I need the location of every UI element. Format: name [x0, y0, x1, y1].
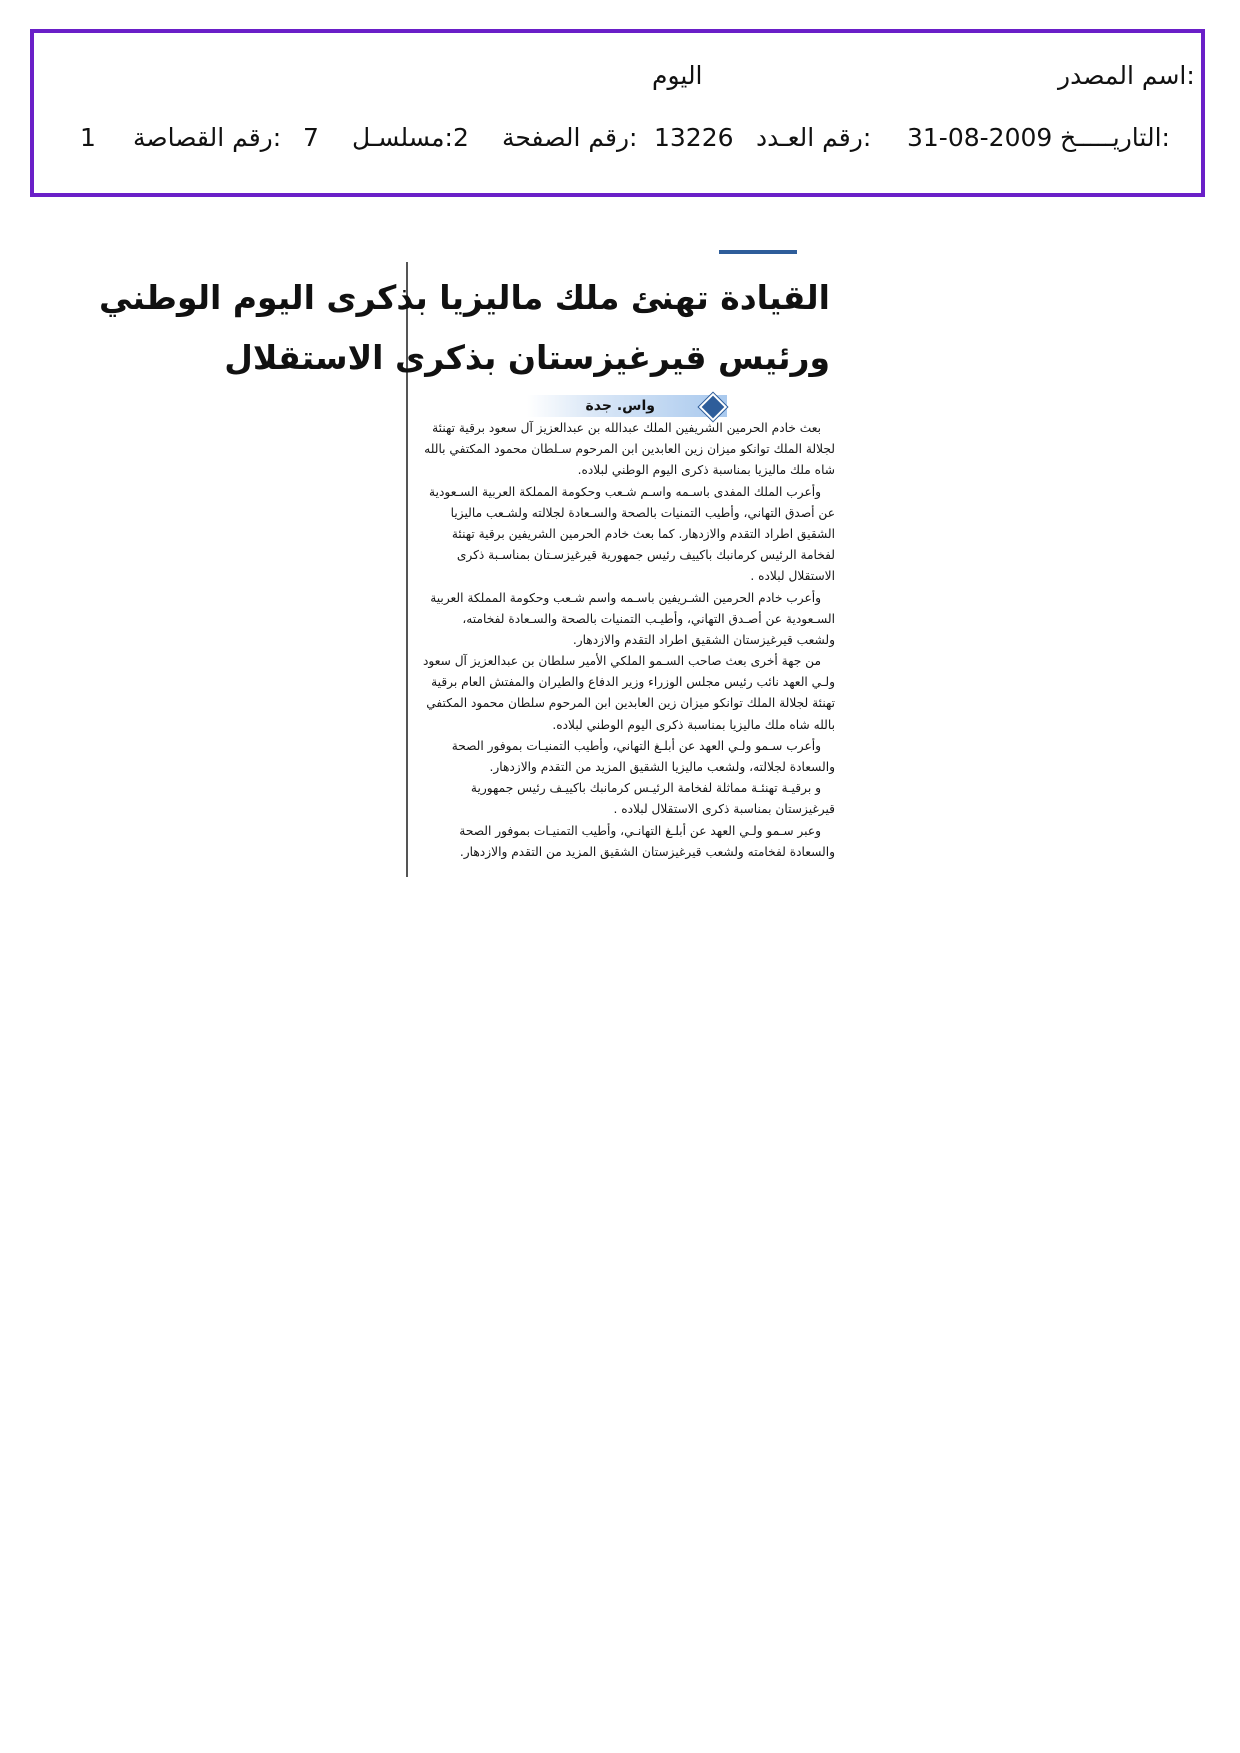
- source-value: اليوم: [652, 61, 703, 90]
- headline-line-1: القيادة تهنئ ملك ماليزيا بذكرى اليوم الوطني: [99, 278, 830, 317]
- body-line: لجلالة الملك توانكو ميزان زين العابدين ابن المرحوم سـلطان محمود المكتفي بالله: [424, 442, 835, 457]
- body-line: عن أصدق التهاني، وأطيب التمنيات بالصحة والسـعادة لجلالته ولشـعب ماليزيا: [450, 505, 835, 520]
- date-label: التاريـــــخ:: [1060, 123, 1170, 152]
- body-line: شاه ملك ماليزيا بمناسبة ذكرى اليوم الوطني لبلاده.: [577, 463, 835, 478]
- body-line: ولـي العهد نائب رئيس مجلس الوزراء وزير الدفاع والطيران والمفتش العام برقية: [431, 675, 835, 690]
- body-line: الشقيق اطراد التقدم والازدهار. كما بعث خادم الحرمين الشريفين برقية تهنئة: [451, 526, 835, 541]
- article-headline: [99, 268, 830, 388]
- serial-value: 7: [303, 123, 319, 152]
- body-line: الاستقلال لبلاده .: [750, 569, 835, 584]
- body-line: بالله شاه ملك ماليزيا بمناسبة ذكرى اليوم الوطني لبلاده.: [552, 717, 835, 732]
- serial-label: مسلسـل:: [352, 123, 453, 152]
- source-label: اسم المصدر:: [1058, 61, 1195, 90]
- body-line: والسعادة لجلالته، ولشعب ماليزيا الشقيق المزيد من التقدم والازدهار.: [489, 760, 835, 774]
- issue-value: 13226: [654, 123, 734, 152]
- body-line: بعث خادم الحرمين الشريفين الملك عبدالله بن عبدالعزيز آل سعود برقية تهنئة: [432, 421, 821, 435]
- body-line: قيرغيزستان بمناسبة ذكرى الاستقلال لبلاده .: [613, 802, 835, 817]
- page-value: 2: [453, 123, 469, 152]
- headline-line-2: ورئيس قيرغيزستان بذكرى الاستقلال: [224, 338, 830, 377]
- body-line: و برقيـة تهنئـة مماثلة لفخامة الرئيـس كرمانبك باكييـف رئيس جمهورية: [470, 781, 821, 796]
- byline: واس. جدة: [585, 398, 655, 414]
- body-line: لفخامة الرئيس كرمانبك باكييف رئيس جمهورية قيرغيزسـتان بمناسـبة ذكرى: [456, 548, 835, 563]
- headline-accent-bar: [719, 250, 797, 254]
- body-line: ولشعب قيرغيزستان الشقيق اطراد التقدم والازدهار.: [572, 632, 835, 647]
- body-line: تهنئة لجلالة الملك توانكو ميزان زين العابدين ابن المرحوم سلطان محمود المكتفي: [426, 696, 835, 711]
- body-line: وأعرب خادم الحرمين الشـريفين باسـمه واسم شـعب وحكومة المملكة العربية: [430, 590, 821, 605]
- body-line: من جهة أخرى بعث صاحب السـمو الملكي الأمير سلطان بن عبدالعزيز آل سعود: [423, 654, 821, 669]
- body-line: والسعادة لفخامته ولشعب قيرغيزستان الشقيق المزيد من التقدم والازدهار.: [459, 844, 835, 859]
- date-value: 31-08-2009: [907, 123, 1053, 152]
- page-label: رقم الصفحة:: [502, 123, 638, 152]
- body-line: وأعرب سـمو ولـي العهد عن أبلـغ التهاني، وأطيب التمنيـات بموفور الصحة: [451, 738, 821, 753]
- body-line: وأعرب الملك المفدى باسـمه واسـم شـعب وحكومة المملكة العربية السـعودية: [429, 484, 821, 499]
- issue-label: رقم العـدد:: [756, 123, 872, 152]
- article-body: [415, 418, 835, 863]
- clipping-metadata-box: [30, 29, 1205, 197]
- body-line: السـعودية عن أصـدق التهاني، وأطيـب التمنيات بالصحة والسـعادة لفخامته،: [462, 611, 835, 626]
- clipping-value: 1: [80, 123, 96, 152]
- clipping-label: رقم القصاصة:: [133, 123, 282, 152]
- body-line: وعبر سـمو ولـي العهد عن أبلـغ التهانـي، وأطيب التمنيـات بموفور الصحة: [459, 823, 821, 838]
